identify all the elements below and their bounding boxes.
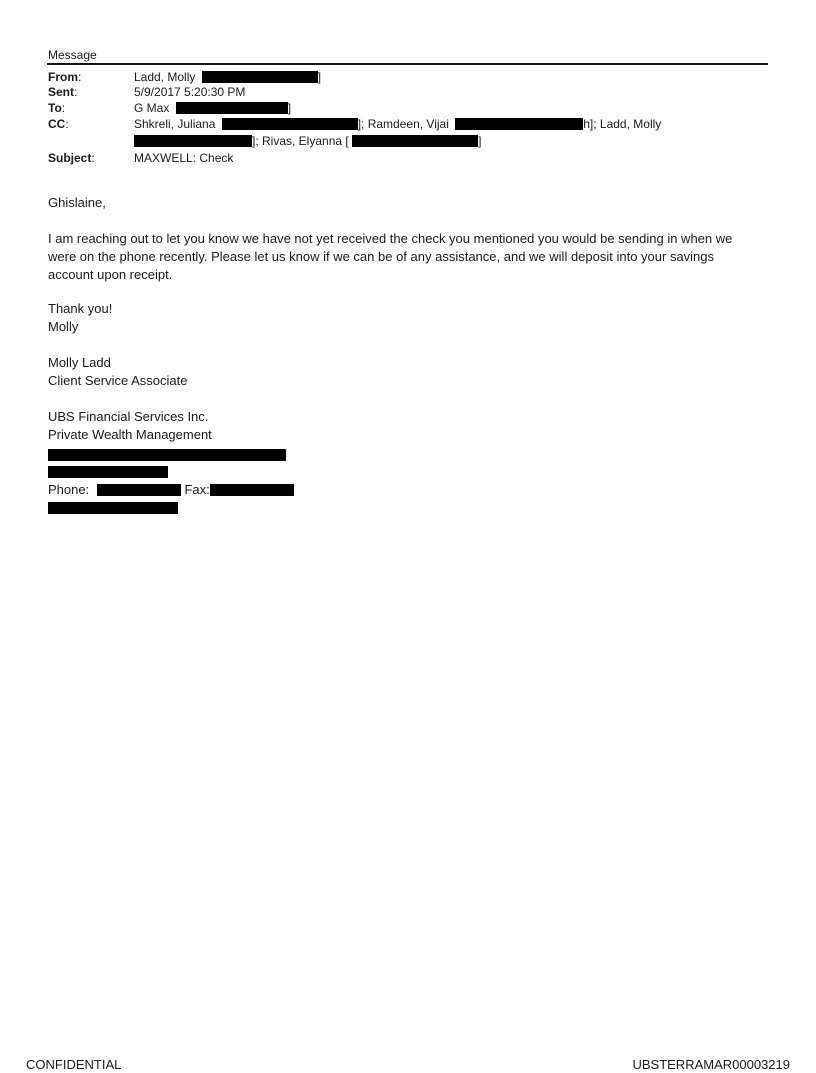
footer-confidential: CONFIDENTIAL: [26, 1057, 122, 1072]
signature-name: Molly Ladd: [48, 355, 111, 370]
redaction: [455, 118, 583, 130]
contact-row: [48, 481, 778, 499]
subject-value: MAXWELL: Check: [134, 151, 234, 165]
body-line: were on the phone recently. Please let us know if we can be of any assistance, and we will deposit into your savings: [48, 249, 715, 264]
signature-block: [48, 354, 778, 390]
company-name: UBS Financial Services Inc.: [48, 409, 209, 424]
body-paragraph: [48, 230, 778, 284]
body-line: I am reaching out to let you know we have not yet received the check you mentioned you would be sending in when we: [48, 231, 733, 246]
cc-value: ]; Rivas, Elyanna [: [252, 134, 349, 148]
redaction: [176, 102, 288, 114]
cc-value: h]; Ladd, Molly: [583, 117, 662, 131]
signature-title: Client Service Associate: [48, 373, 188, 388]
cc-value: ]; Ramdeen, Vijai: [357, 117, 449, 131]
company-block: [48, 408, 778, 444]
redaction: [222, 118, 358, 130]
from-value: Ladd, Molly: [134, 70, 196, 84]
greeting: Ghislaine,: [48, 195, 106, 210]
cc-value: Shkreli, Juliana: [134, 117, 216, 131]
redaction: [210, 484, 294, 496]
closing: Thank you!: [48, 301, 113, 316]
redaction: [202, 71, 318, 83]
message-label: Message: [48, 48, 97, 62]
sent-value: 5/9/2017 5:20:30 PM: [134, 85, 246, 99]
cc-label: CC: [48, 117, 66, 131]
to-value: G Max: [134, 101, 170, 115]
sent-label: Sent: [48, 85, 75, 99]
to-label: To: [48, 101, 62, 115]
redaction: [352, 135, 478, 147]
fax-label: Fax:: [184, 482, 210, 497]
sign-name: Molly: [48, 319, 79, 334]
subject-label: Subject: [48, 151, 92, 165]
from-label: From: [48, 70, 78, 84]
footer-bates-number: UBSTERRAMAR00003219: [632, 1057, 790, 1072]
redaction: [97, 484, 181, 496]
redaction: [48, 449, 286, 461]
closing-block: [48, 300, 778, 336]
header-rule: [47, 63, 768, 65]
redaction: [134, 135, 252, 147]
redaction: [48, 466, 168, 478]
phone-label: Phone:: [48, 482, 90, 497]
body-line: account upon receipt.: [48, 267, 173, 282]
company-division: Private Wealth Management: [48, 427, 212, 442]
redaction: [48, 502, 178, 514]
